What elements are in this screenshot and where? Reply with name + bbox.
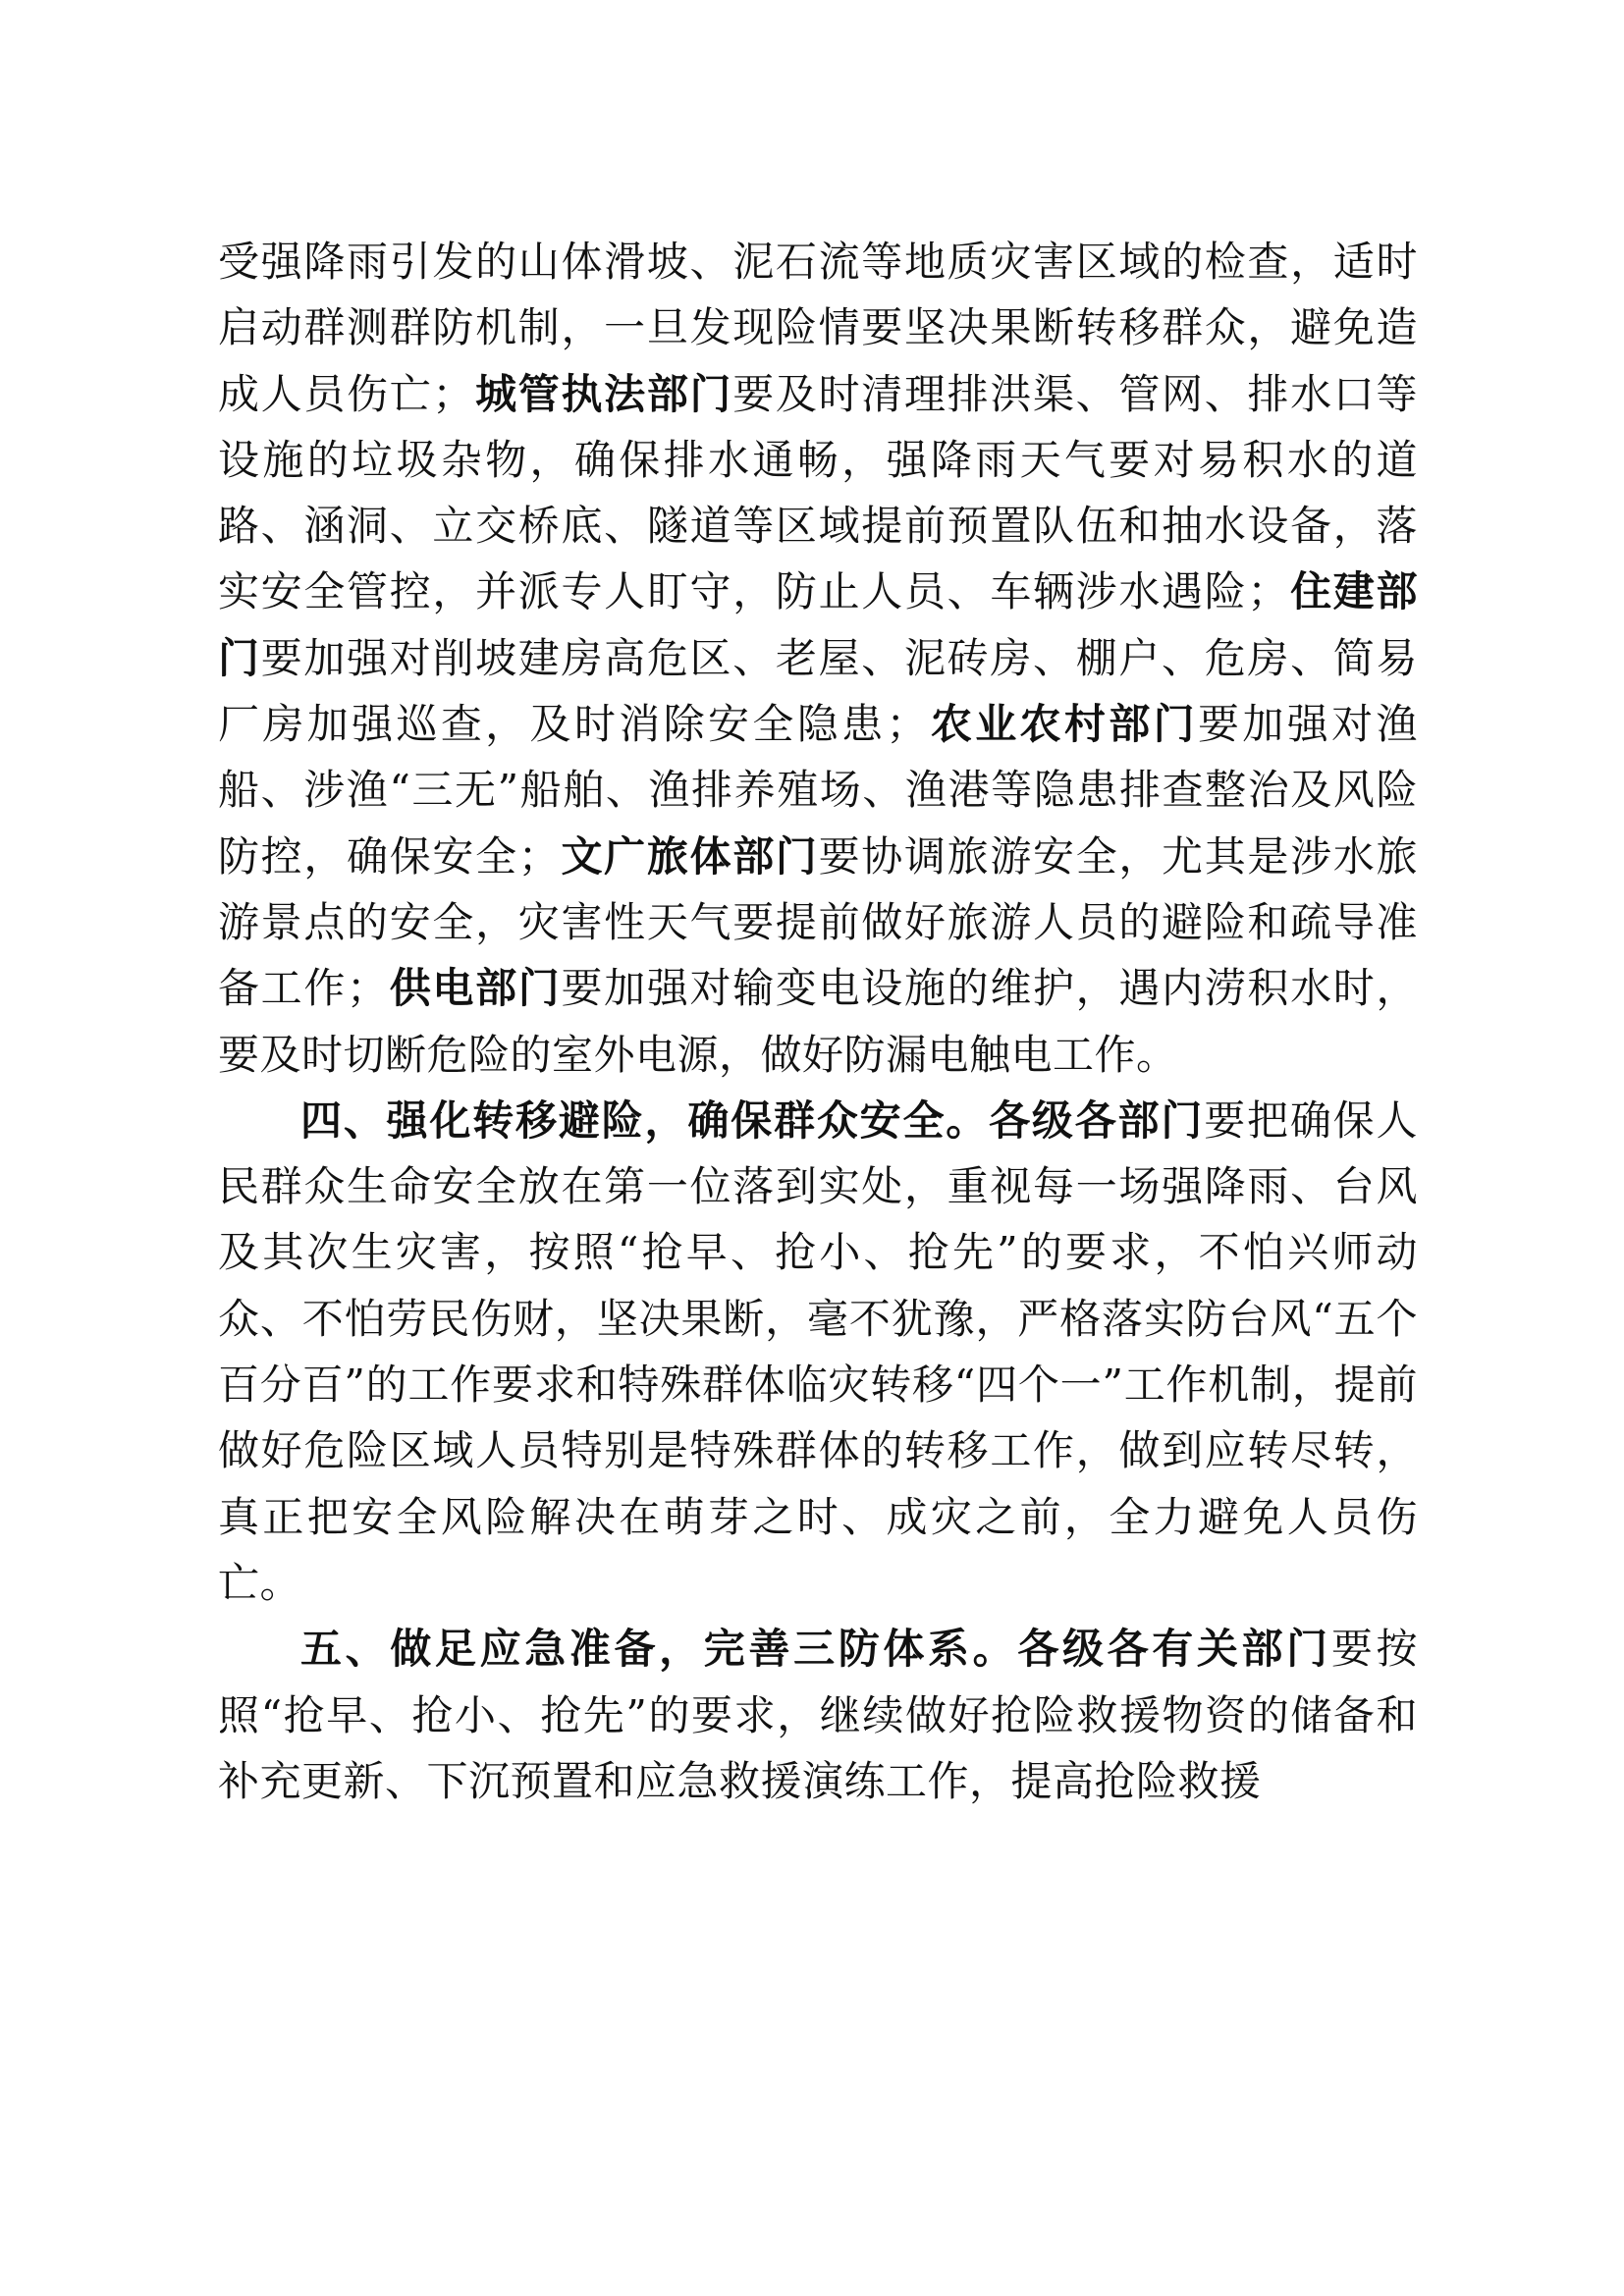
section-subject: 各级各部门 — [989, 1095, 1205, 1145]
section-text: 要把确保人民群众生命安全放在第一位落到实处，重视每一场强降雨、台风及其次生灾害，按照“抢早、抢小、抢先”的要求，不怕兴师动众、不怕劳民伤财，坚决果断，毫不犹豫，严格落实防台风“五个百分百”的工作要求和特殊群体临灾转移“四个一”工作机制，提前做好危险区域人员特别是特殊群体的转移工作，做到应转尽转，真正把安全风险解决在萌芽之时、成灾之前，全力避免人员伤亡。 — [218, 1095, 1418, 1607]
department-name: 文广旅体部门 — [560, 831, 819, 881]
department-name: 农业农村部门 — [927, 700, 1199, 749]
section-text: 要按照“抢早、抢小、抢先”的要求，继续做好抢险救援物资的储备和补充更新、下沉预置和应急救援演练工作，提高抢险救援 — [218, 1625, 1418, 1805]
text-run: 要及时清理排洪渠、管网、排水口等设施的垃圾杂物，确保排水通畅，强降雨天气要对易积水的道路、涵洞、立交桥底、隧道等区域提前预置队伍和抽水设备，落实安全管控，并派专人盯守，防止人员、车辆涉水遇险； — [218, 369, 1418, 616]
section-subject: 各级各有关部门 — [1017, 1625, 1331, 1674]
department-name: 供电部门 — [388, 964, 562, 1013]
department-name: 住建部门 — [218, 567, 1418, 682]
text-run: 受强降雨引发的山体滑坡、泥石流等地质灾害区域的检查，适时启动群测群防机制，一旦发现险情要坚决果断转移群众，避免造成人员伤亡； — [218, 238, 1418, 418]
text-run: 要协调旅游安全，尤其是涉水旅游景点的安全，灾害性天气要提前做好旅游人员的避险和疏导准备工作； — [218, 831, 1418, 1013]
paragraph-section-five — [218, 1616, 1418, 1814]
text-run: 要加强对渔船、涉渔“三无”船舶、渔排养殖场、渔港等隐患排查整治及风险防控，确保安全； — [218, 700, 1418, 881]
paragraph-section-four — [218, 1088, 1418, 1616]
paragraph-department-duties — [218, 229, 1418, 1088]
text-run: 要加强对输变电设施的维护，遇内涝积水时，要及时切断危险的室外电源，做好防漏电触电工作。 — [218, 964, 1418, 1079]
text-run: 要加强对削坡建房高危区、老屋、泥砖房、棚户、危房、简易厂房加强巡查，及时消除安全隐患； — [218, 633, 1418, 749]
section-heading: 四、强化转移避险，确保群众安全。 — [300, 1095, 990, 1145]
document-body — [218, 229, 1418, 1814]
section-heading: 五、做足应急准备，完善三防体系。 — [300, 1625, 1018, 1674]
department-name: 城管执法部门 — [473, 369, 733, 418]
